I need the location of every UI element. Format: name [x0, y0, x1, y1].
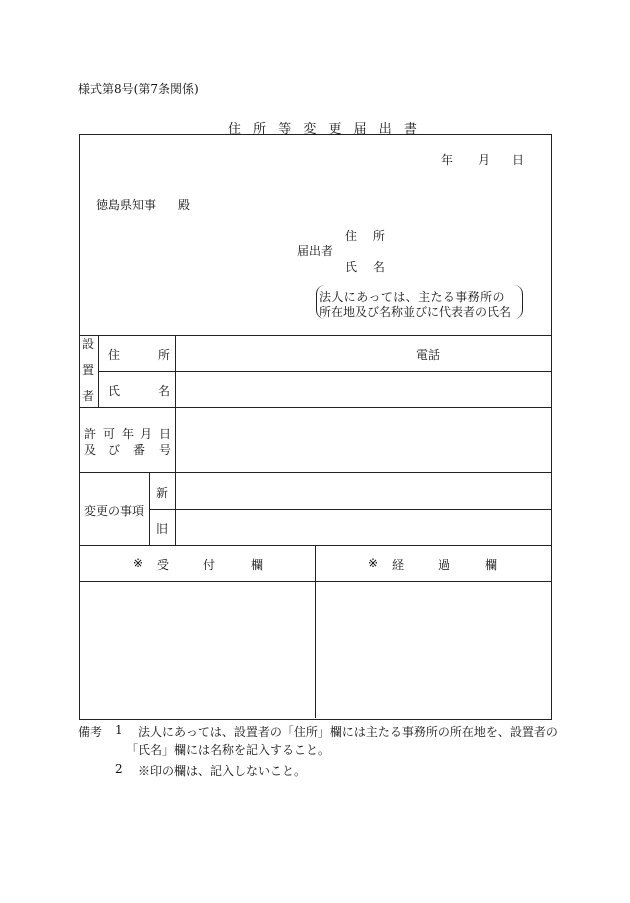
- change-items-label: 変更の事項: [84, 504, 145, 518]
- old-label: 旧: [156, 522, 169, 536]
- row-divider: [80, 335, 551, 336]
- date-day-label: 日: [512, 153, 525, 167]
- installer-char: 置: [82, 363, 95, 377]
- reception-char: 受: [157, 558, 170, 572]
- honorific: 殿: [178, 198, 191, 212]
- addressee: 徳島県知事: [96, 198, 157, 212]
- form-title: 住 所 等 変 更 届 出 書: [228, 122, 421, 137]
- installer-address-label: 所: [158, 348, 171, 362]
- column-divider: [175, 335, 176, 545]
- row-divider: [98, 371, 551, 372]
- reception-char: 欄: [251, 558, 264, 572]
- permit-char: 許: [84, 427, 97, 441]
- row-divider: [149, 509, 551, 510]
- phone-label: 電話: [416, 348, 441, 362]
- column-divider: [315, 545, 316, 718]
- form-style-number: 様式第8号(第7条関係): [78, 82, 199, 96]
- note-2-number: 2: [115, 762, 123, 776]
- permit-char: 号: [159, 443, 172, 457]
- progress-char: 過: [438, 558, 451, 572]
- column-divider: [98, 335, 99, 407]
- corporate-note-line2: 所在地及び名称並びに代表者の氏名: [319, 305, 512, 319]
- permit-char: 月: [140, 427, 153, 441]
- notes-label: 備考: [78, 725, 103, 739]
- installer-address-label: 住: [108, 348, 121, 362]
- permit-char: 日: [159, 427, 172, 441]
- progress-char: 欄: [485, 558, 498, 572]
- applicant-label: 届出者: [297, 244, 334, 258]
- note-2-text: ※印の欄は、記入しないこと。: [138, 764, 307, 778]
- permit-char: 番: [133, 443, 146, 457]
- installer-name-label: 氏: [108, 384, 121, 398]
- permit-char: 可: [103, 427, 116, 441]
- reception-char: ※: [133, 556, 144, 570]
- applicant-name-label: 氏 名: [345, 260, 391, 274]
- date-year-label: 年: [441, 153, 454, 167]
- installer-char: 者: [82, 389, 95, 403]
- permit-char: び: [108, 443, 121, 457]
- row-divider: [80, 472, 551, 473]
- row-divider: [80, 407, 551, 408]
- installer-char: 設: [82, 337, 95, 351]
- column-divider: [149, 472, 150, 545]
- progress-char: ※: [368, 556, 379, 570]
- progress-char: 経: [392, 558, 405, 572]
- date-month-label: 月: [478, 153, 491, 167]
- permit-char: 及: [84, 443, 97, 457]
- new-label: 新: [156, 486, 169, 500]
- note-1-line1: 法人にあっては、設置者の「住所」欄には主たる事務所の所在地を、設置者の: [138, 725, 558, 739]
- note-1-number: 1: [115, 723, 123, 737]
- reception-char: 付: [203, 558, 216, 572]
- corporate-note-line1: 法人にあっては、主たる事務所の: [319, 290, 505, 304]
- note-1-line2: 「氏名」欄には名称を記入すること。: [126, 743, 331, 757]
- applicant-address-label: 住 所: [345, 229, 391, 243]
- permit-char: 年: [122, 427, 135, 441]
- installer-name-label: 名: [158, 384, 171, 398]
